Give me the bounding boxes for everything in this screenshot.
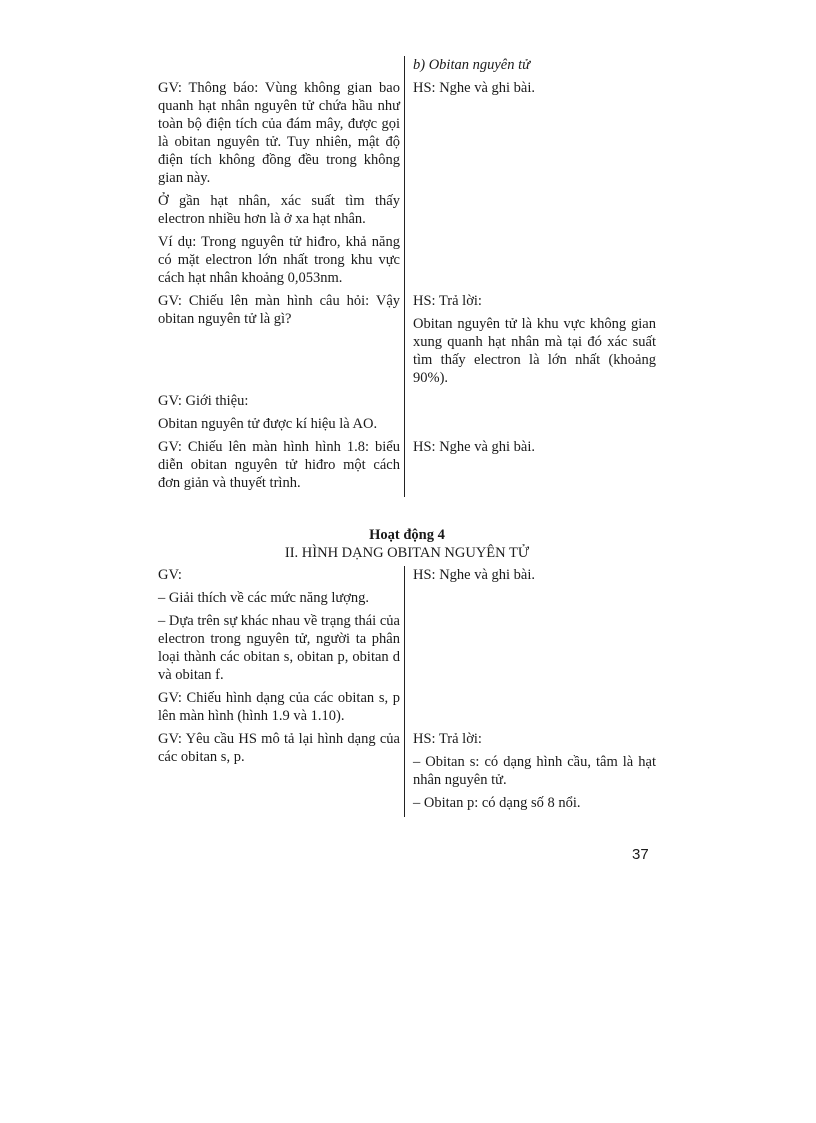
- teacher-activity-cell: [158, 392, 404, 438]
- paragraph: GV: Chiếu lên màn hình câu hỏi: Vậy obitan nguyên tử là gì?: [158, 293, 400, 327]
- student-activity-cell: [404, 730, 656, 817]
- paragraph: GV: Giới thiệu:: [158, 393, 249, 409]
- paragraph: HS: Nghe và ghi bài.: [413, 80, 536, 96]
- lesson-table-part-2: [158, 566, 656, 817]
- paragraph: – Obitan p: có dạng số 8 nổi.: [413, 795, 581, 811]
- student-activity-cell: [404, 392, 656, 438]
- student-activity-cell: [404, 56, 656, 79]
- paragraph: HS: Nghe và ghi bài.: [413, 567, 536, 583]
- paragraph: Obitan nguyên tử là khu vực không gian xung quanh hạt nhân mà tại đó xác suất tìm thấy electron là lớn nhất (khoảng 90%).: [413, 316, 656, 386]
- paragraph: – Giải thích về các mức năng lượng.: [158, 590, 370, 606]
- table-row: [158, 730, 656, 817]
- table-row: [158, 392, 656, 438]
- table-row: [158, 438, 656, 497]
- table-row: [158, 292, 656, 392]
- section-heading: [158, 526, 656, 562]
- student-activity-cell: [404, 566, 656, 730]
- paragraph: GV:: [158, 567, 182, 583]
- teacher-activity-cell: [158, 730, 404, 817]
- paragraph: HS: Trả lời:: [413, 731, 482, 747]
- paragraph: – Obitan s: có dạng hình cầu, tâm là hạt nhân nguyên tử.: [413, 754, 656, 788]
- page-number: 37: [632, 846, 649, 863]
- paragraph: HS: Trả lời:: [413, 293, 482, 309]
- paragraph: GV: Chiếu hình dạng của các obitan s, p lên màn hình (hình 1.9 và 1.10).: [158, 690, 400, 724]
- teacher-activity-cell: [158, 292, 404, 392]
- paragraph: – Dựa trên sự khác nhau về trạng thái của electron trong nguyên tử, người ta phân loại thành các obitan s, obitan p, obitan d và obitan f.: [158, 613, 400, 683]
- paragraph: Obitan nguyên tử được kí hiệu là AO.: [158, 416, 378, 432]
- table-row: [158, 79, 656, 292]
- teacher-activity-cell: [158, 438, 404, 497]
- paragraph: GV: Yêu cầu HS mô tả lại hình dạng của các obitan s, p.: [158, 731, 400, 765]
- student-activity-cell: [404, 79, 656, 292]
- lesson-table-part-1: [158, 56, 656, 497]
- table-row: [158, 566, 656, 730]
- activity-heading: Hoạt động 4: [369, 527, 445, 543]
- teacher-activity-cell: [158, 79, 404, 292]
- paragraph: b) Obitan nguyên tử: [413, 57, 531, 73]
- section-title: II. HÌNH DẠNG OBITAN NGUYÊN TỬ: [284, 545, 530, 561]
- teacher-activity-cell: [158, 56, 404, 79]
- table-row: [158, 56, 656, 79]
- paragraph: GV: Thông báo: Vùng không gian bao quanh hạt nhân nguyên tử chứa hầu như toàn bộ điện tích của đám mây, được gọi là obitan nguyên tử. Tuy nhiên, mật độ điện tích không đồng đều trong không gian này.: [158, 80, 400, 186]
- paragraph: Ở gần hạt nhân, xác suất tìm thấy electron nhiều hơn là ở xa hạt nhân.: [158, 193, 400, 227]
- paragraph: GV: Chiếu lên màn hình hình 1.8: biểu diễn obitan nguyên tử hiđro một cách đơn giản và thuyết trình.: [158, 439, 400, 491]
- student-activity-cell: [404, 292, 656, 392]
- teacher-activity-cell: [158, 566, 404, 730]
- paragraph: HS: Nghe và ghi bài.: [413, 439, 536, 455]
- paragraph: Ví dụ: Trong nguyên tử hiđro, khả năng có mặt electron lớn nhất trong khu vực cách hạt nhân khoảng 0,053nm.: [158, 234, 400, 286]
- student-activity-cell: [404, 438, 656, 497]
